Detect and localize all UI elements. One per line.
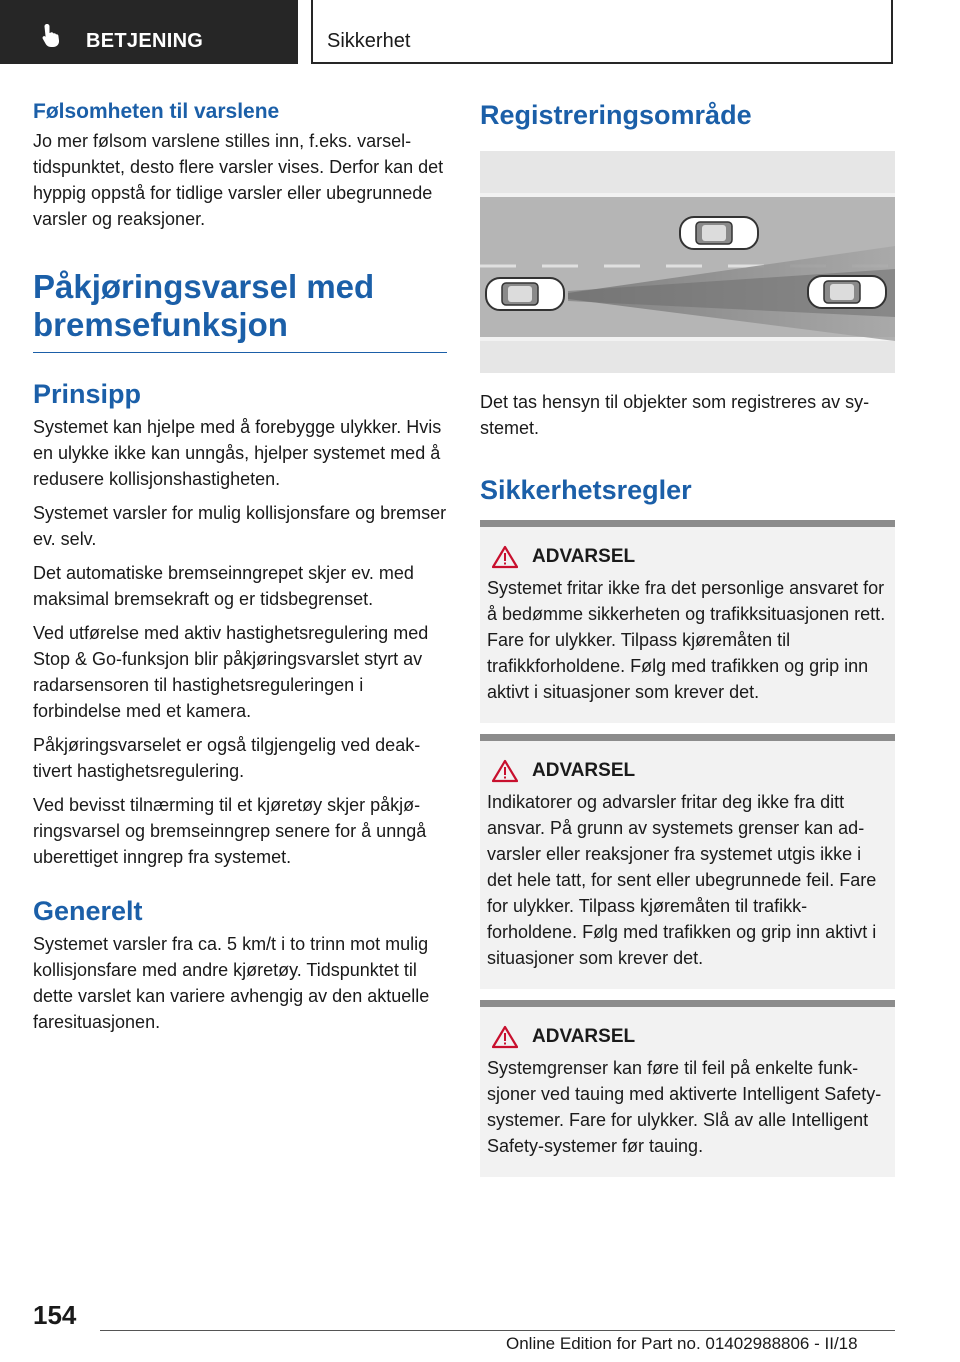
right-column [480,100,895,1177]
main-heading-line2: bremsefunksjon [33,306,288,343]
principle-paragraph: Det automatiske bremseinngrepet skjer ev. med maksimal bremsekraft og er tidsbegrenset. [33,563,414,609]
sensitivity-text: Jo mer følsom varslene stilles inn, f.eks. varseltidspunktet, desto flere varsler vises. Derfor kan det hyppig oppstå for tidlige varsler eller ubegrunnede varsler og reaksjoner. [33,131,444,229]
left-column [33,100,447,1043]
warning-text: Indikatorer og advarsler fritar deg ikke fra ditt ansvar. På grunn av systemets grenser kan advarsler eller reaksjoner fra systemet utgis ikke i det hele tatt, for sent eller ubegrunnede feil. Fare for ulykker. Tilpass kjøremåten til trafikkforholdene. Følg med trafikken og grip inn aktivt i situasjoner som krever det. [487,792,877,968]
car-front-icon [680,217,758,249]
warning-triangle-icon [492,1025,518,1049]
detection-area-illustration [480,151,895,373]
principle-paragraph: Systemet varsler for mulig kollisjonsfare og bremser ev. selv. [33,503,447,549]
page-number: 154 [33,1300,77,1330]
detection-area-figure [480,151,895,373]
safety-heading: Sikkerhetsregler [480,475,692,505]
warning-box [480,734,895,989]
chapter-label: BETJENING [86,30,204,52]
principle-paragraph: Systemet kan hjelpe med å forebygge ulykker. Hvis en ulykke ikke kan unngås, hjelper systemet med å redusere kollisjonshastigheten. [33,417,442,489]
warning-title: ADVARSEL [532,760,636,781]
section-label: Sikkerhet [327,30,411,52]
detection-heading: Registreringsområde [480,100,752,130]
section-header [311,0,893,64]
warning-box [480,520,895,723]
sensitivity-heading: Følsomheten til varslene [33,100,280,123]
warning-triangle-icon [492,759,518,783]
principle-heading: Prinsipp [33,379,142,409]
chapter-tab[interactable] [0,0,298,64]
general-heading: Generelt [33,896,143,926]
detection-caption: Det tas hensyn til objekter som registreres av systemet. [480,392,870,438]
warning-title: ADVARSEL [532,546,636,567]
warning-title: ADVARSEL [532,1026,636,1047]
warning-text: Systemgrenser kan føre til feil på enkelte funksjoner ved tauing med aktiverte Intelligent Safety-systemer. Fare for ulykker. Slå av alle Intelligent Safety-systemer før tauing. [487,1058,882,1156]
principle-paragraph: Ved bevisst tilnærming til et kjøretøy skjer påkjøringsvarsel og bremseinngrep senere for å unngå uberettiget inngrep fra systemet. [33,795,427,867]
general-text: Systemet varsler fra ca. 5 km/t i to trinn mot mulig kollisjonsfare med andre kjøretøy. Tidspunktet til dette varslet kan variere avhengig av den aktuelle faresituasjonen. [33,934,430,1032]
footer-rule [100,1330,895,1331]
principle-paragraph: Påkjøringsvarselet er også tilgjengelig ved deaktivert hastighetsregulering. [33,735,421,781]
main-heading-line1: Påkjøringsvarsel med [33,268,375,305]
principle-paragraph: Ved utførelse med aktiv hastighetsregulering med Stop & Go-funksjon blir påkjøringsvarslet styrt av radarsensoren til hastighetsreguleringen i forbindelse med et kamera. [33,623,429,721]
edition-link[interactable]: Online Edition for Part no. 01402988806 - II/18 [506,1334,858,1353]
warning-box [480,1000,895,1177]
main-heading [33,268,447,344]
hand-pointer-icon [40,22,66,48]
car-target-icon [808,276,886,308]
car-ego-icon [486,278,564,310]
warning-triangle-icon [492,545,518,569]
warning-text: Systemet fritar ikke fra det personlige ansvaret for å bedømme sikkerheten og trafikksituasjonen rett. Fare for ulykker. Tilpass kjøremåten til trafikkforholdene. Følg med trafikken og grip inn aktivt i situasjoner som krever det. [487,578,886,702]
